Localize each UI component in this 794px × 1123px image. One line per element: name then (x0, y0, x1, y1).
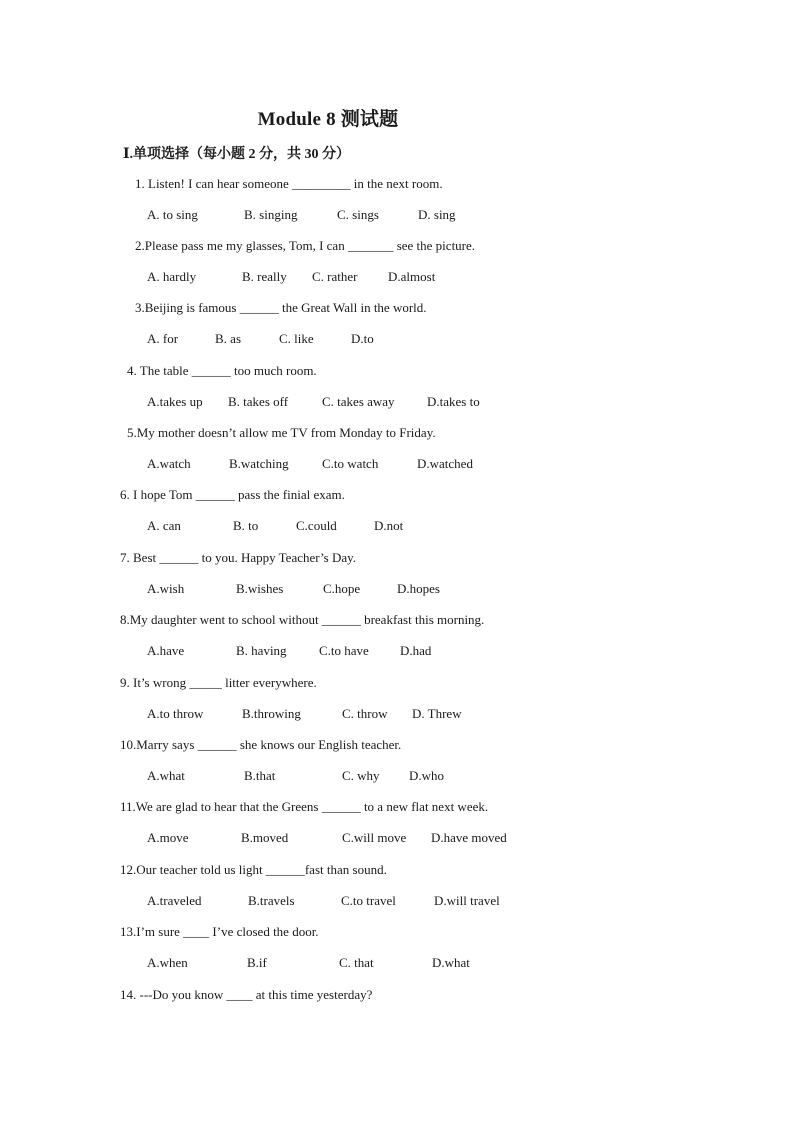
option-b: B. really (242, 269, 287, 284)
option-c: C.to watch (322, 456, 379, 471)
option-b: B. takes off (228, 394, 289, 409)
option-a: A.move (147, 830, 189, 845)
question-text: 7. Best ______ to you. Happy Teacher’s Day. (120, 550, 357, 565)
question-text: 3.Beijing is famous ______ the Great Wall in the world. (135, 300, 427, 315)
option-c: C. sings (337, 207, 379, 222)
option-d: D.have moved (431, 830, 507, 845)
option-a: A. for (147, 331, 179, 346)
option-b: B.travels (248, 893, 295, 908)
option-a: A. hardly (147, 269, 197, 284)
question-text: 13.I’m sure ____ I’ve closed the door. (120, 924, 319, 939)
option-d: D.almost (388, 269, 436, 284)
option-d: D.to (351, 331, 374, 346)
question-text: 9. It’s wrong _____ litter everywhere. (120, 675, 317, 690)
option-d: D.watched (417, 456, 473, 471)
option-d: D.who (409, 768, 445, 783)
option-c: C. that (339, 955, 374, 970)
option-d: D.hopes (397, 581, 440, 596)
option-a: A.to throw (147, 706, 204, 721)
option-a: A.what (147, 768, 185, 783)
option-b: B.watching (229, 456, 289, 471)
question-text: 12.Our teacher told us light ______fast than sound. (120, 862, 387, 877)
option-a: A. can (147, 518, 181, 533)
option-c: C. like (279, 331, 314, 346)
question-text: 5.My mother doesn’t allow me TV from Monday to Friday. (127, 425, 436, 440)
option-d: D.not (374, 518, 404, 533)
option-c: C. why (342, 768, 380, 783)
option-a: A.when (147, 955, 188, 970)
option-c: C. takes away (322, 394, 395, 409)
question-text: 4. The table ______ too much room. (127, 363, 317, 378)
option-b: B.moved (241, 830, 289, 845)
option-a: A.traveled (147, 893, 202, 908)
option-b: B. as (215, 331, 241, 346)
option-b: B. to (233, 518, 259, 533)
option-a: A.takes up (147, 394, 203, 409)
option-c: C.could (296, 518, 337, 533)
option-c: C. rather (312, 269, 358, 284)
option-d: D.will travel (434, 893, 500, 908)
option-a: A.watch (147, 456, 191, 471)
option-c: C.will move (342, 830, 407, 845)
option-b: B. having (236, 643, 287, 658)
option-c: C.hope (323, 581, 361, 596)
option-b: B.that (244, 768, 276, 783)
option-a: A.wish (147, 581, 185, 596)
question-text: 10.Marry says ______ she knows our English teacher. (120, 737, 402, 752)
option-b: B. singing (244, 207, 298, 222)
question-text: 11.We are glad to hear that the Greens ______ to a new flat next week. (120, 799, 489, 814)
option-b: B.if (247, 955, 267, 970)
section-heading: Ⅰ.单项选择（每小题 2 分，共 30 分） (123, 147, 351, 162)
option-d: D.had (400, 643, 432, 658)
option-c: C.to have (319, 643, 369, 658)
question-text: 1. Listen! I can hear someone _________ in the next room. (135, 176, 443, 191)
question-text: 14. ---Do you know ____ at this time yesterday? (120, 987, 373, 1002)
question-text: 2.Please pass me my glasses, Tom, I can _______ see the picture. (135, 238, 476, 253)
question-text: 6. I hope Tom ______ pass the finial exam. (120, 487, 345, 502)
option-a: A. to sing (147, 207, 198, 222)
option-d: D. sing (418, 207, 456, 222)
page-title: Module 8 测试题 (257, 109, 399, 130)
option-c: C.to travel (341, 893, 396, 908)
option-d: D.what (432, 955, 470, 970)
option-d: D.takes to (427, 394, 480, 409)
option-d: D. Threw (412, 706, 462, 721)
option-b: B.throwing (242, 706, 301, 721)
question-text: 8.My daughter went to school without ______ breakfast this morning. (120, 612, 485, 627)
option-c: C. throw (342, 706, 388, 721)
option-a: A.have (147, 643, 185, 658)
option-b: B.wishes (236, 581, 284, 596)
